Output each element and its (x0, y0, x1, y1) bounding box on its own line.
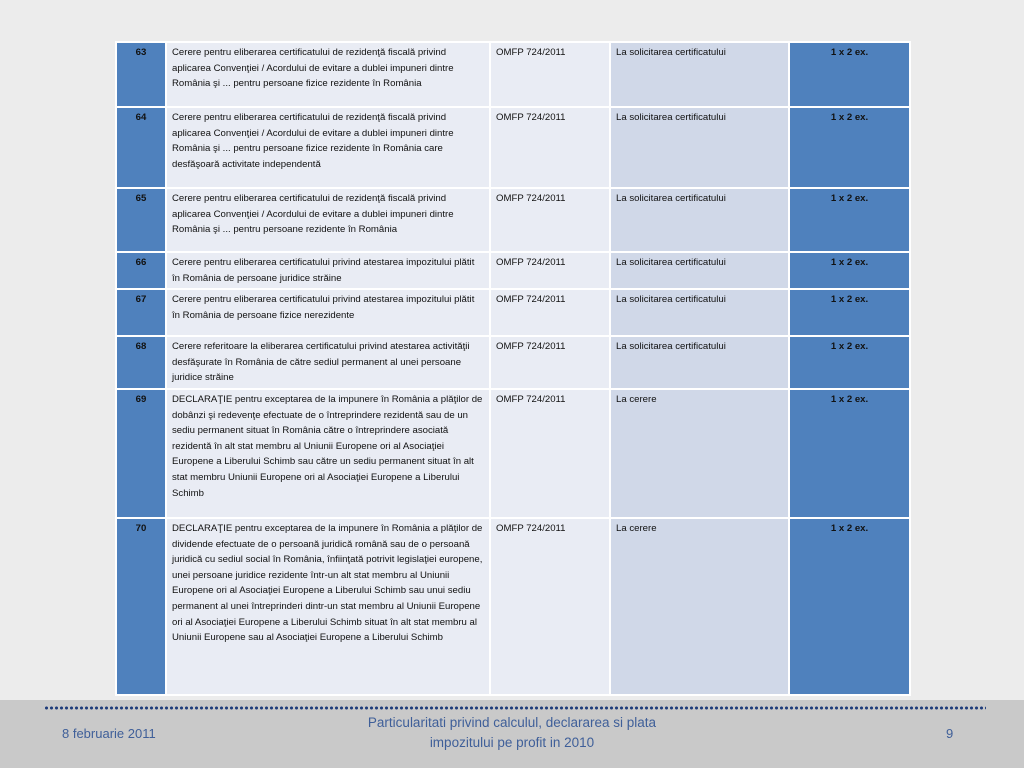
legal-reference: OMFP 724/2011 (490, 252, 610, 289)
legal-reference: OMFP 724/2011 (490, 107, 610, 188)
form-description: Cerere pentru eliberarea certificatului de rezidenţă fiscală privind aplicarea Convenţiei / Acordului de evitare a dublei impuneri dintre România şi ... pentru persoane rezidente în România (166, 188, 490, 252)
legal-reference: OMFP 724/2011 (490, 389, 610, 518)
table-row (116, 252, 910, 289)
dotted-divider (44, 706, 986, 710)
legal-reference: OMFP 724/2011 (490, 336, 610, 389)
submission-term: La solicitarea certificatului (610, 289, 789, 336)
page-number: 9 (946, 726, 954, 741)
table-row (116, 42, 910, 107)
footer-title: Particularitati privind calculul, declararea si plata impozitului pe profit in 2010 (367, 715, 657, 750)
copies-count: 1 x 2 ex. (789, 107, 910, 188)
legal-reference: OMFP 724/2011 (490, 42, 610, 107)
submission-term: La solicitarea certificatului (610, 336, 789, 389)
table-row (116, 289, 910, 336)
copies-count: 1 x 2 ex. (789, 252, 910, 289)
form-description: DECLARAŢIE pentru exceptarea de la impunere în România a plăţilor de dobânzi şi redevenţe efectuate de o întreprindere rezidentă sau de un sediu permanent situat în România către o întreprindere asociată rezidentă în alt stat membru al Uniunii Europene ori al Asociaţiei Europene a Liberului Schimb sau către un sediu permanent situat în alt stat membru Uniunii Europene ori al Asociaţiei Europene a Liberului Schimb (166, 389, 490, 518)
row-number: 63 (116, 42, 166, 107)
form-description: Cerere pentru eliberarea certificatului de rezidenţă fiscală privind aplicarea Convenţiei / Acordului de evitare a dublei impuneri dintre România şi ... pentru persoane fizice rezidente în România (166, 42, 490, 107)
table-row (116, 188, 910, 252)
legal-reference: OMFP 724/2011 (490, 188, 610, 252)
submission-term: La solicitarea certificatului (610, 252, 789, 289)
form-description: Cerere pentru eliberarea certificatului privind atestarea impozitului plătit în România de persoane fizice nerezidente (166, 289, 490, 336)
copies-count: 1 x 2 ex. (789, 518, 910, 695)
row-number: 65 (116, 188, 166, 252)
table-row (116, 336, 910, 389)
forms-table (115, 41, 911, 696)
form-description: Cerere referitoare la eliberarea certificatului privind atestarea activităţii desfăşurate în România de către sediul permanent al unei persoane juridice străine (166, 336, 490, 389)
footer-date: 8 februarie 2011 (62, 726, 156, 741)
submission-term: La solicitarea certificatului (610, 42, 789, 107)
copies-count: 1 x 2 ex. (789, 289, 910, 336)
form-description: DECLARAŢIE pentru exceptarea de la impunere în România a plăţilor de dividende efectuate de o persoană juridică română sau de o persoană juridică cu sediul social în România, înfiinţată potrivit legislaţiei europene, unei persoane juridice rezidente într-un alt stat membru al Uniunii Europene ori al Asociaţiei Europene a Liberului Schimb sau unui sediu permanent al unei întreprinderi dintr-un stat membru al Uniunii Europene ori al Asociaţiei Europene a Liberului Schimb situat în alt stat membru al Uniunii Europene sau al Asociaţiei Europene a Liberului Schimb (166, 518, 490, 695)
submission-term: La solicitarea certificatului (610, 107, 789, 188)
copies-count: 1 x 2 ex. (789, 389, 910, 518)
row-number: 69 (116, 389, 166, 518)
copies-count: 1 x 2 ex. (789, 188, 910, 252)
row-number: 70 (116, 518, 166, 695)
legal-reference: OMFP 724/2011 (490, 518, 610, 695)
copies-count: 1 x 2 ex. (789, 42, 910, 107)
table-row (116, 518, 910, 695)
copies-count: 1 x 2 ex. (789, 336, 910, 389)
submission-term: La cerere (610, 518, 789, 695)
form-description: Cerere pentru eliberarea certificatului de rezidenţă fiscală privind aplicarea Convenţiei / Acordului de evitare a dublei impuneri dintre România şi ... pentru persoane fizice rezidente în România care desfăşoară activitate independentă (166, 107, 490, 188)
row-number: 66 (116, 252, 166, 289)
submission-term: La solicitarea certificatului (610, 188, 789, 252)
table-row (116, 107, 910, 188)
legal-reference: OMFP 724/2011 (490, 289, 610, 336)
row-number: 68 (116, 336, 166, 389)
submission-term: La cerere (610, 389, 789, 518)
form-description: Cerere pentru eliberarea certificatului privind atestarea impozitului plătit în România de persoane juridice străine (166, 252, 490, 289)
row-number: 67 (116, 289, 166, 336)
row-number: 64 (116, 107, 166, 188)
table-row (116, 389, 910, 518)
